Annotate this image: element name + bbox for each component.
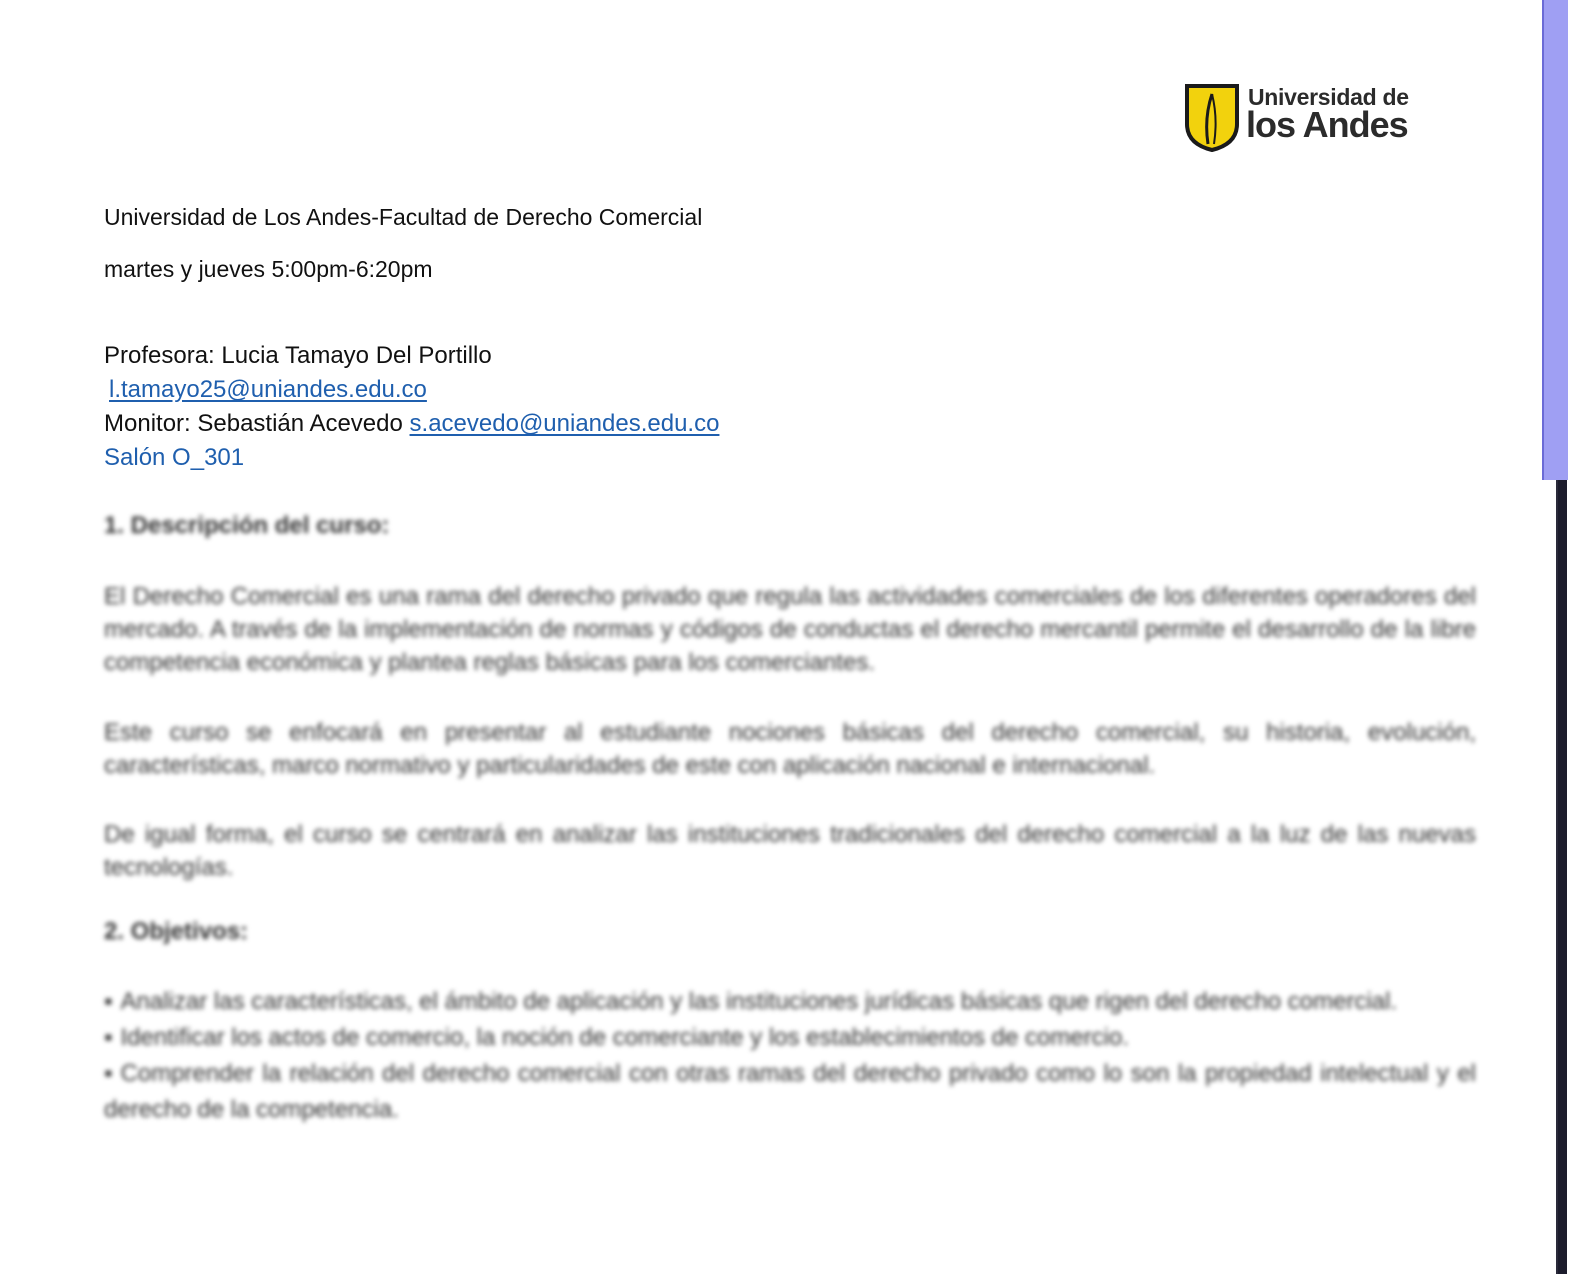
description-paragraph-3: De igual forma, el curso se centrará en analizar las instituciones tradicionales del derecho comercial a la luz de las nuevas tecnologías. xyxy=(104,821,1476,881)
course-schedule-line: martes y jueves 5:00pm-6:20pm xyxy=(104,256,433,282)
list-item: ▪ Identificar los actos de comercio, la noción de comerciante y los establecimientos de comercio. xyxy=(104,1020,1476,1056)
bullet-icon: ▪ xyxy=(104,988,113,1015)
classroom-label: Salón O_301 xyxy=(104,444,245,471)
monitor-line xyxy=(104,410,719,438)
course-faculty-line: Universidad de Los Andes-Facultad de Derecho Comercial xyxy=(104,204,703,230)
scrollbar-thumb[interactable] xyxy=(1542,0,1568,480)
section-objectives-title: 2. Objetivos: xyxy=(104,918,249,945)
monitor-email-link[interactable]: s.acevedo@uniandes.edu.co xyxy=(409,410,720,437)
list-item: ▪ Analizar las características, el ámbito de aplicación y las instituciones jurídicas básicas que rigen del derecho comercial. xyxy=(104,984,1476,1020)
objectives-list xyxy=(104,984,1476,1128)
shield-icon xyxy=(1184,82,1240,152)
description-paragraph-2: Este curso se enfocará en presentar al estudiante nociones básicas del derecho comercial, su historia, evolución, características, marco normativo y particularidades de este con aplicación nacional e internacional. xyxy=(104,719,1476,779)
bullet-icon: ▪ xyxy=(104,1024,113,1051)
bullet-icon: ▪ xyxy=(104,1060,113,1087)
section-description-title: 1. Descripción del curso: xyxy=(104,512,390,539)
logo-text-line2: los Andes xyxy=(1246,104,1408,145)
list-item: ▪ Comprender la relación del derecho comercial con otras ramas del derecho privado como lo son la propiedad intelectual y el derecho de la competencia. xyxy=(104,1056,1476,1128)
logo-text-line1: Universidad de xyxy=(1248,84,1409,110)
monitor-label: Monitor: Sebastián Acevedo xyxy=(104,410,410,437)
professor-name: Profesora: Lucia Tamayo Del Portillo xyxy=(104,342,492,369)
professor-email-link[interactable]: l.tamayo25@uniandes.edu.co xyxy=(109,376,427,403)
description-paragraph-1: El Derecho Comercial es una rama del derecho privado que regula las actividades comerciales de los diferentes operadores del mercado. A través de la implementación de normas y códigos de conductas el derecho mercantil permite el desarrollo de la libre competencia económica y plantea reglas básicas para los comerciantes. xyxy=(104,583,1476,676)
university-logo xyxy=(1184,82,1409,154)
scrollbar-lower-area[interactable] xyxy=(1542,480,1558,1274)
